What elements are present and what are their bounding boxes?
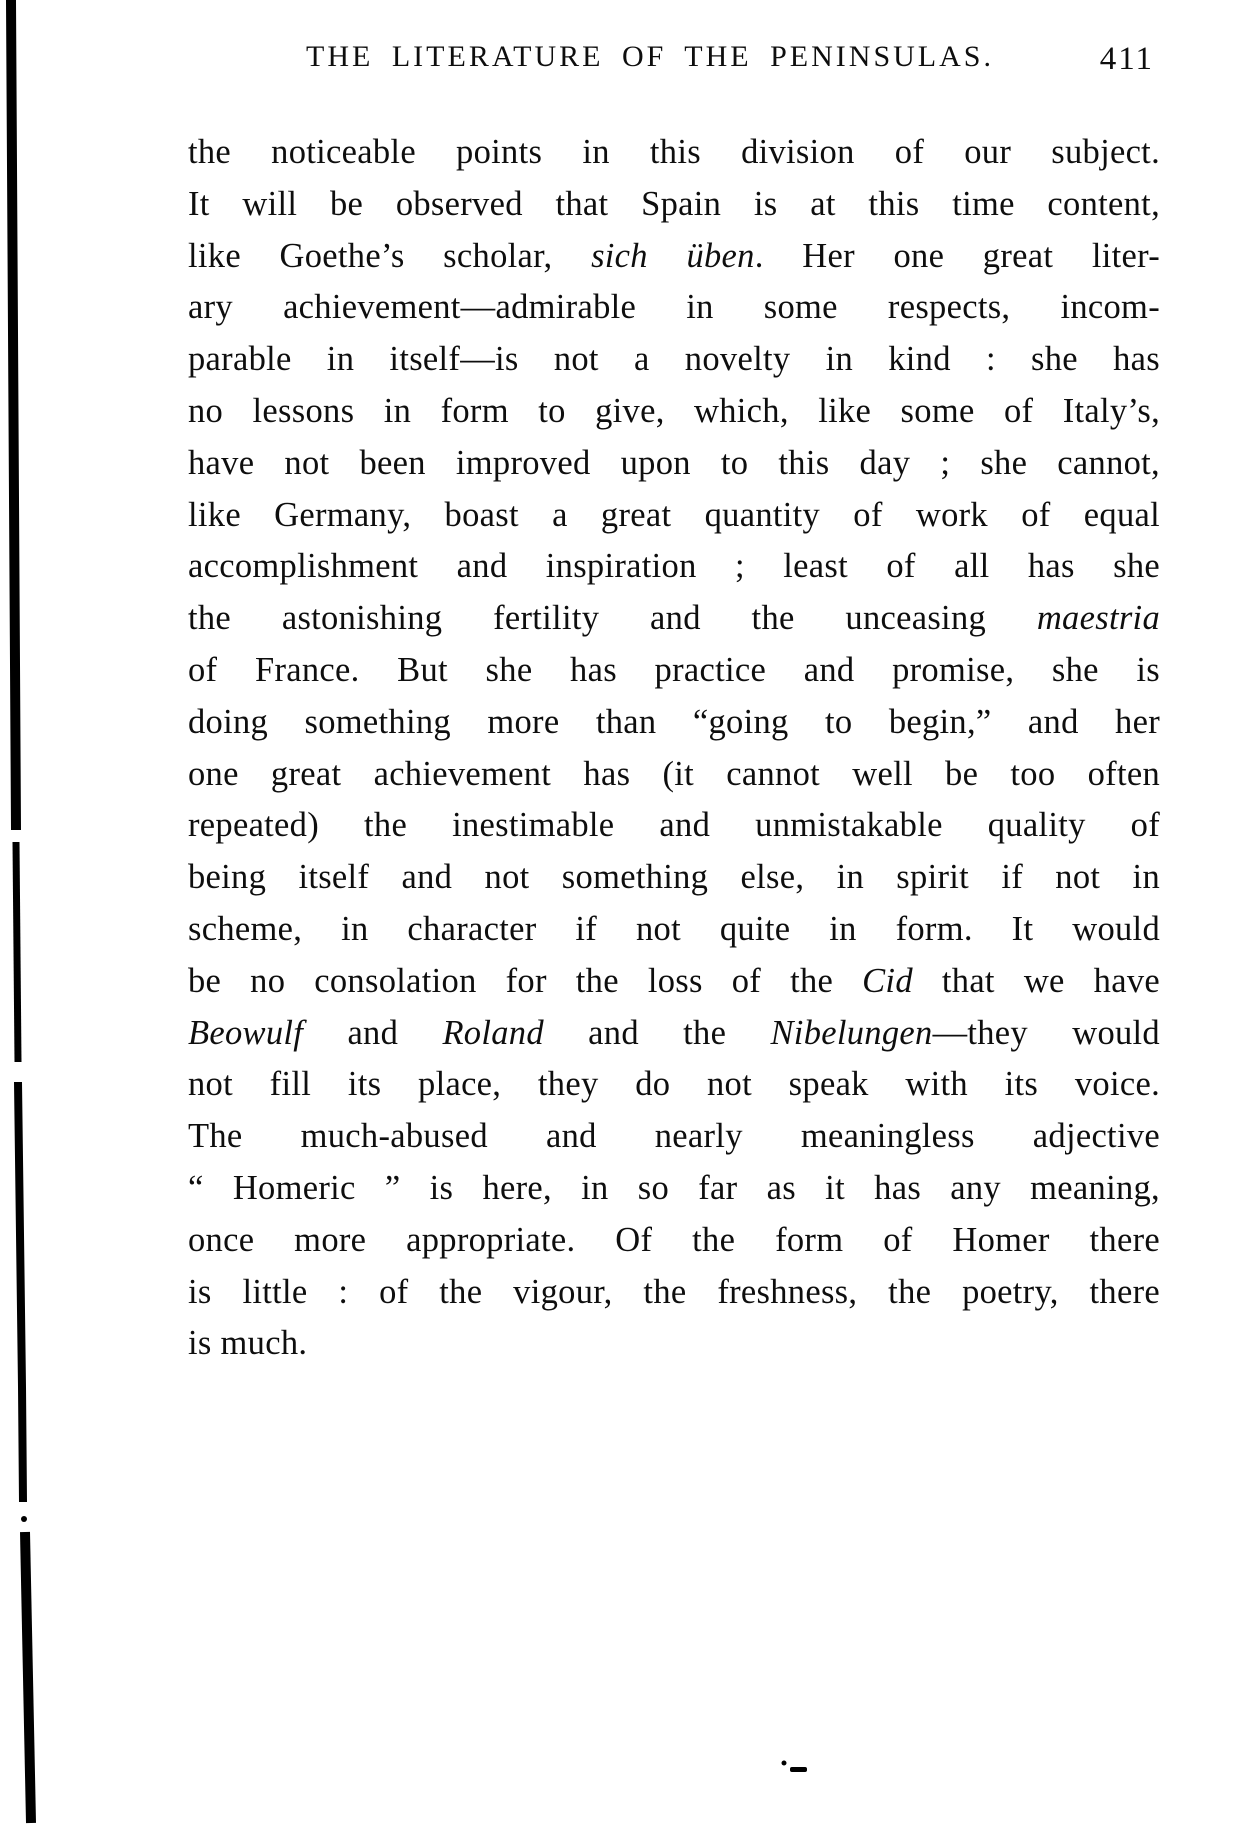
text-line: It will be observed that Spain is at this time content, — [188, 184, 1160, 223]
text-line: accomplishment and inspiration ; least of all has she — [188, 547, 1160, 586]
text-line: Beowulf and Roland and the Nibelungen—they would — [188, 1013, 1160, 1052]
text-line: have not been improved upon to this day ; she cannot, — [188, 443, 1160, 482]
page-header — [188, 40, 1160, 80]
text-line: “ Homeric ” is here, in so far as it has any meaning, — [188, 1168, 1160, 1207]
text-line: being itself and not something else, in spirit if not in — [188, 858, 1160, 897]
text-line: doing something more than “going to begin,” and her — [188, 702, 1160, 741]
text-line: the noticeable points in this division of our subject. — [188, 133, 1160, 171]
running-header-title: THE LITERATURE OF THE PENINSULAS. — [306, 40, 994, 73]
text-line: ary achievement—admirable in some respects, incom- — [188, 288, 1160, 327]
text-line: the astonishing fertility and the unceasing maestria — [188, 599, 1160, 638]
text-line: repeated) the inestimable and unmistakable quality of — [188, 806, 1160, 845]
text-line: not fill its place, they do not speak with its voice. — [188, 1065, 1160, 1104]
text-line: no lessons in form to give, which, like some of Italy’s, — [188, 391, 1160, 430]
scan-speck — [790, 1767, 807, 1772]
scan-speck — [21, 1516, 27, 1522]
text-line: is much. — [188, 1324, 308, 1363]
text-line: once more appropriate. Of the form of Homer there — [188, 1220, 1160, 1259]
text-line: is little : of the vigour, the freshness, the poetry, there — [188, 1272, 1160, 1311]
text-line: like Goethe’s scholar, sich üben. Her one great liter- — [188, 236, 1160, 275]
text-line: like Germany, boast a great quantity of work of equal — [188, 495, 1160, 534]
text-line: parable in itself—is not a novelty in kind : she has — [188, 340, 1160, 379]
text-line: be no consolation for the loss of the Cid that we have — [188, 961, 1160, 1000]
page-number: 411 — [1099, 41, 1154, 77]
text-line: of France. But she has practice and promise, she is — [188, 650, 1160, 689]
scan-speck — [782, 1761, 787, 1766]
page-body-text — [188, 127, 1160, 1370]
text-line: scheme, in character if not quite in form. It would — [188, 909, 1160, 948]
text-line: The much-abused and nearly meaningless adjective — [188, 1117, 1160, 1156]
text-line: one great achievement has (it cannot well be too often — [188, 754, 1160, 793]
